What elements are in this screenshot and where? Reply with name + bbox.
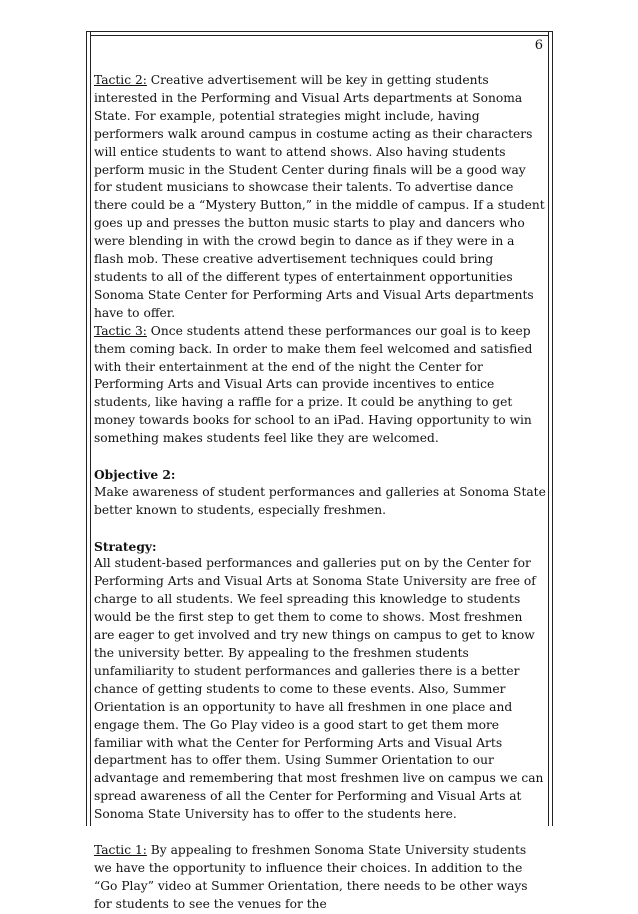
page-border-left-outer [86,31,87,826]
objective-2-text: Make awareness of student performances and galleries at Sonoma State better known to students, especially freshmen. [94,484,546,517]
page-border-right-outer [552,31,553,826]
tactic-3-label: Tactic 3: [94,323,147,338]
objective-2-heading: Objective 2: [94,466,176,482]
tactic-3-text: Once students attend these performances our goal is to keep them coming back. In order to make them feel welcomed and satisfied with their entertainment at the end of the night the Center for Performing Arts and Visual Arts can provide incentives to entice students, like having a raffle for a prize. It could be anything to get money towards books for school to an iPad. Having opportunity to win something makes students feel like they are welcomed. [94,323,533,446]
document-body [94,72,546,914]
page-border-right-inner [548,31,549,826]
tactic-3-paragraph [94,323,546,448]
spacer [94,520,546,538]
tactic-2-label: Tactic 2: [94,73,147,87]
spacer [94,824,546,842]
tactic-1-text: By appealing to freshmen Sonoma State University students we have the opportunity to influence their choices. In addition to the “Go Play” video at Summer Orientation, there needs to be other ways for students to see the venues for the [94,842,528,911]
tactic-2-text: Creative advertisement will be key in getting students interested in the Performing and Visual Arts departments at Sonoma State. For example, potential strategies might include, having performers walk around campus in costume acting as their characters will entice students to want to attend shows. Also having students perform music in the Student Center during finals will be a good way for student musicians to showcase their talents. To advertise dance there could be a “Mystery Button,” in the middle of campus. If a student goes up and presses the button music starts to play and dancers who were blending in with the crowd begin to dance as if they were in a flash mob. These creative advertisement techniques could bring students to all of the different types of entertainment opportunities Sonoma State Center for Performing Arts and Visual Arts departments have to offer. [94,73,545,320]
strategy-text: All student-based performances and galleries put on by the Center for Performing Arts and Visual Arts at Sonoma State University are free of charge to all students. We feel spreading this knowledge to students would be the first step to get them to come to shows. Most freshmen are eager to get involved and try new things on campus to get to know the university better. By appealing to the freshmen students unfamiliarity to student performances and galleries there is a better chance of getting students to come to these events. Also, Summer Orientation is an opportunity to have all freshmen in one place and engage them. The Go Play video is a good start to get them more familiar with what the Center for Performing Arts and Visual Arts department has to offer them. Using Summer Orientation to our advantage and remembering that most freshmen live on campus we can spread awareness of all the Center for Performing and Visual Arts at Sonoma State University has to offer to the students here. [94,556,544,822]
page-border-left-inner [90,31,91,826]
tactic-1-label: Tactic 1: [94,842,147,857]
strategy-heading: Strategy: [94,538,157,554]
tactic-1-paragraph [94,842,546,914]
tactic-2-paragraph [94,72,546,323]
page-number: 6 [534,38,543,53]
page-border-top-inner [90,35,548,36]
spacer [94,448,546,466]
page-border-top-outer [86,31,552,32]
